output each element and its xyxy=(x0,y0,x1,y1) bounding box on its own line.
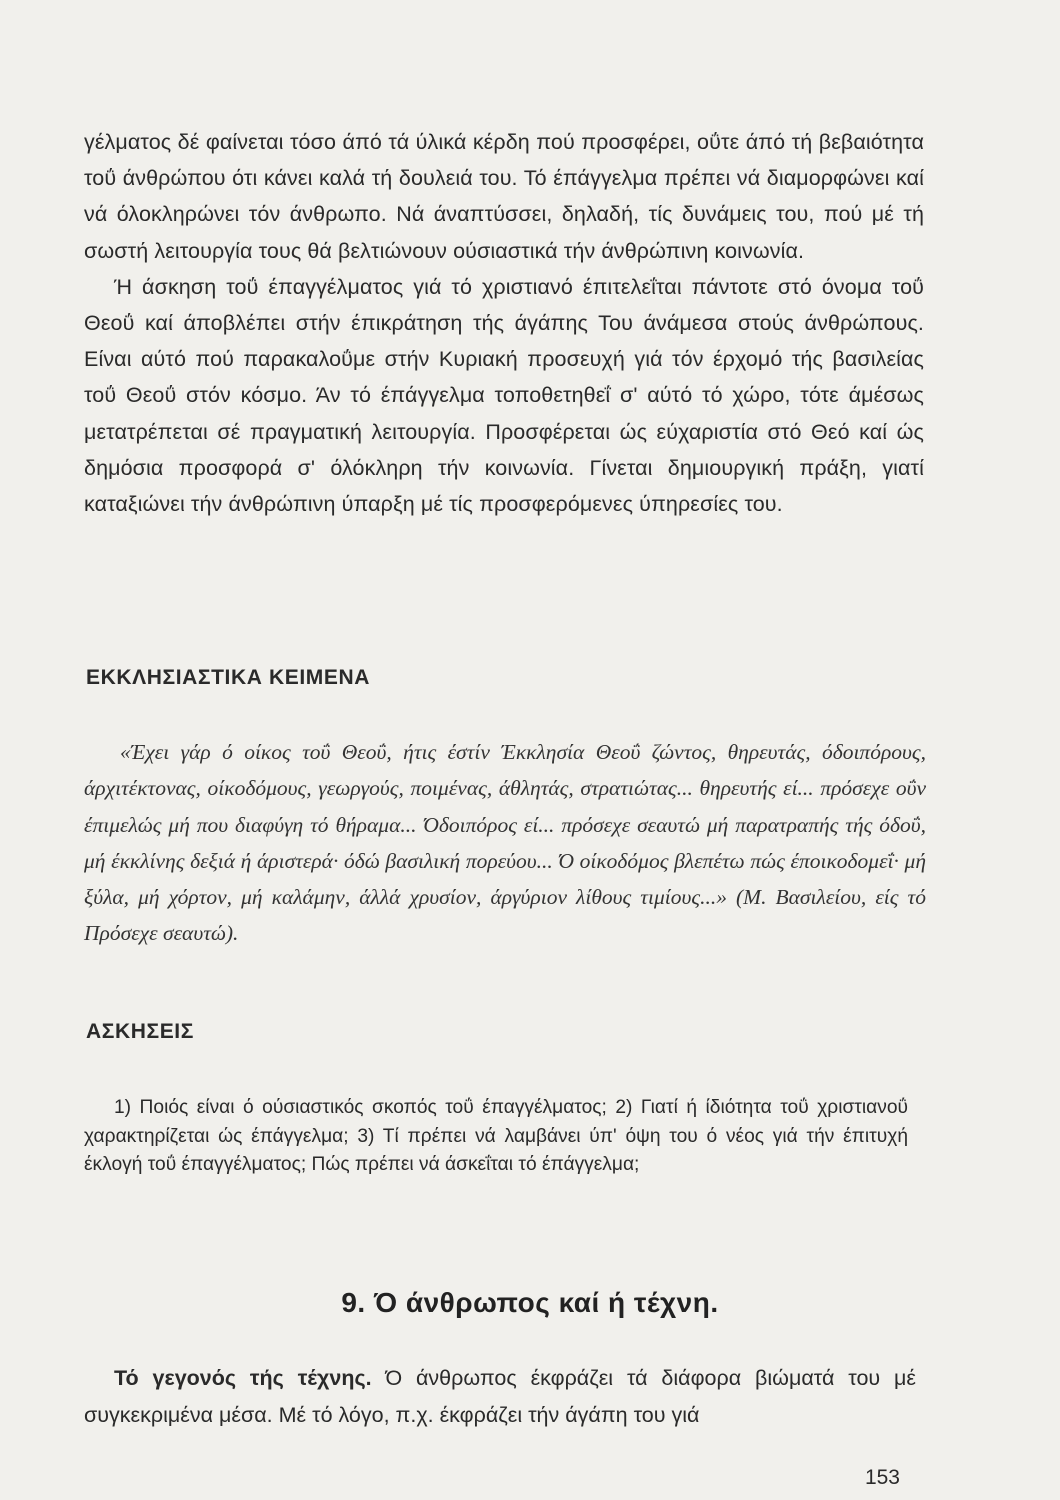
paragraph-christian-profession: Ή άσκηση τοΰ έπαγγέλματος γιά τό χριστιανό έπιτελεΐται πάντοτε στό όνομα τοΰ Θεοΰ καί άποβλέπει στήν έπικράτηση τής άγάπης Του άνάμεσα στούς άνθρώπους. Είναι αύτό πού παρακαλοΰμε στήν Κυριακή προσευχή γιά τόν έρχομό τής βασιλείας τοΰ Θεοΰ στόν κόσμο. Άν τό έπάγγελμα τοποθετηθεΐ σ' αύτό τό χώρο, τότε άμέσως μετατρέπεται σέ πραγματική λειτουργία. Προσφέρεται ώς εύχαριστία στό Θεό καί ώς δημόσια προσφορά σ' όλόκληρη τήν κοινωνία. Γίνεται δημιουργική πράξη, γιατί καταξιώνει τήν άνθρώπινη ύπαρξη μέ τίς προσφερόμενες ύπηρεσίες του. xyxy=(84,274,924,517)
paragraph-profession-purpose: γέλματος δέ φαίνεται τόσο άπό τά ύλικά κέρδη πού προσφέρει, οΰτε άπό τή βεβαιότητα τοΰ άνθρώπου ότι κάνει καλά τή δουλειά του. Τό έπάγγελμα πρέπει νά διαμορφώνει καί νά όλοκληρώνει τόν άνθρωπο. Νά άναπτύσσει, δηλαδή, τίς δυνάμεις του, πού μέ τή σωστή λειτουργία τους θά βελτιώνουν ούσιαστικά τήν άνθρώπινη κοινωνία. xyxy=(84,130,924,263)
page-number: 153 xyxy=(864,1466,900,1489)
church-texts-quote: «Έχει γάρ ό οίκος τοΰ Θεοΰ, ήτις έστίν Έκκλησία Θεοΰ ζώντος, θηρευτάς, όδοιπόρους, άρχιτέκτονας, οίκοδόμους, γεωργούς, ποιμένας, άθλητάς, στρατιώτας... θηρευτής εί... πρόσεχε οΰν έπιμελώς μή που διαφύγη τό θήραμα... Όδοιπόρος εί... πρόσεχε σεαυτώ μή παρατραπής τής όδοΰ, μή έκκλίνης δεξιά ή άριστερά· όδώ βασιλική πορεύου... Ό οίκοδόμος βλεπέτω πώς έποικοδομεΐ· μή ξύλα, μή χόρτον, μή καλάμην, άλλά χρυσίον, άργύριον λίθους τιμίους...» (Μ. Βασιλείου, είς τό Πρόσεχε σεαυτώ). xyxy=(84,740,926,946)
chapter-intro-text: Ό άνθρωπος έκφράζει τά διάφορα βιώματά του μέ συγκεκριμένα μέσα. Μέ τό λόγο, π.χ. έκφράζει τήν άγάπη του γιά xyxy=(84,1366,916,1427)
chapter-title: 9. Ό άνθρωπος καί ή τέχνη. xyxy=(341,1287,719,1318)
church-texts-heading: ΕΚΚΛΗΣΙΑΣΤΙΚΑ ΚΕΙΜΕΝΑ xyxy=(86,666,370,689)
exercises-text: 1) Ποιός είναι ό ούσιαστικός σκοπός τοΰ έπαγγέλματος; 2) Γιατί ή ίδιότητα τοΰ χριστιανοΰ χαρακτηρίζεται ώς έπάγγελμα; 3) Τί πρέπει νά λαμβάνει ύπ' όψη του ό νέος γιά τήν έπιτυχή έκλογή τοΰ έπαγγέλματος; Πώς πρέπει νά άσκεΐται τό έπάγγελμα; xyxy=(84,1097,908,1175)
body-text xyxy=(84,124,924,522)
chapter-lead-phrase: Τό γεγονός τής τέχνης. xyxy=(114,1366,372,1390)
chapter-intro-paragraph xyxy=(84,1360,916,1433)
exercises-heading: ΑΣΚΗΣΕΙΣ xyxy=(86,1020,194,1043)
